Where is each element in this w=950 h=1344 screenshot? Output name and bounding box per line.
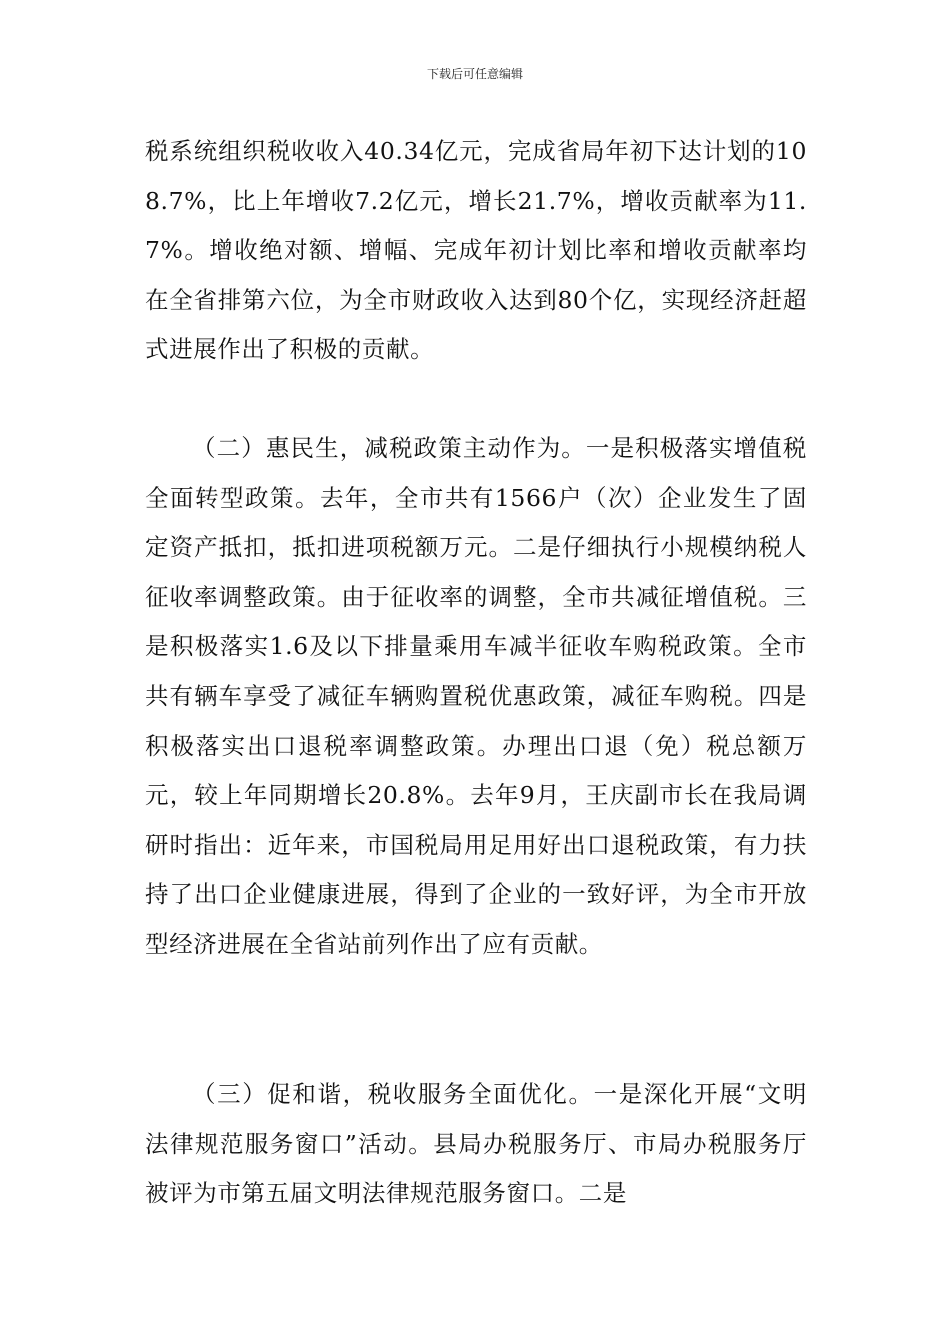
paragraph-tax-reduction-policy: （二）惠民生，减税政策主动作为。一是积极落实增值税全面转型政策。去年，全市共有1566户（次）企业发生了固定资产抵扣，抵扣进项税额万元。二是仔细执行小规模纳税人征收率调整政策。由于征收率的调整，全市共减征增值税。三是积极落实1.6及以下排量乘用车减半征收车购税政策。全市共有辆车享受了减征车辆购置税优惠政策，减征车购税。四是积极落实出口退税率调整政策。办理出口退（免）税总额万元，较上年同期增长20.8%。去年9月，王庆副市长在我局调研时指出：近年来，市国税局用足用好出口退税政策，有力扶持了出口企业健康进展，得到了企业的一致好评，为全市开放型经济进展在全省站前列作出了应有贡献。 [145, 434, 807, 958]
page-header: 下载后可任意编辑 [426, 67, 523, 81]
paragraph-tax-service: （三）促和谐，税收服务全面优化。一是深化开展“文明法律规范服务窗口”活动。县局办税服务厅、市局办税服务厅被评为市第五届文明法律规范服务窗口。二是 [145, 1080, 807, 1208]
paragraph-tax-revenue: 税系统组织税收收入40.34亿元，完成省局年初下达计划的108.7%，比上年增收7.2亿元，增长21.7%，增收贡献率为11.7%。增收绝对额、增幅、完成年初计划比率和增收贡献率均在全省排第六位，为全市财政收入达到80个亿，实现经济赶超式进展作出了积极的贡献。 [145, 137, 807, 364]
